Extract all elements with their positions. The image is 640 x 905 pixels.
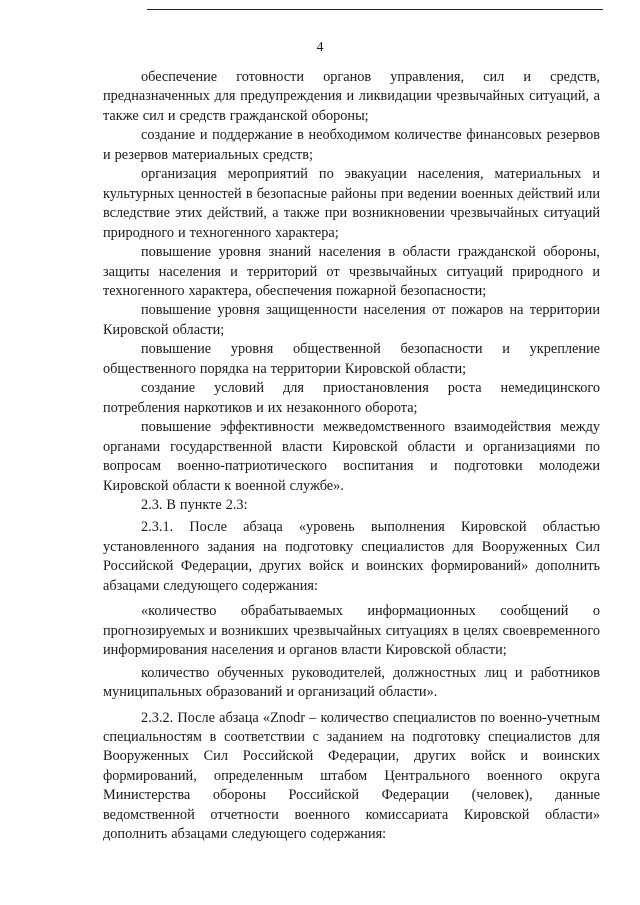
paragraph: обеспечение готовности органов управления, сил и средств, предназначенных для предупреждения и ликвидации чрезвычайных ситуаций, а также сил и средств гражданской обороны; [103,69,600,124]
paragraph: «количество обрабатываемых информационных сообщений о прогнозируемых и возникших чрезвычайных ситуациях в целях своевременного информирования населения и органов власти Кировской области; [103,603,600,659]
paragraph: создание условий для приостановления роста немедицинского потребления наркотиков и их незаконного оборота; [103,380,600,416]
paragraph: повышение уровня знаний населения в области гражданской обороны, защиты населения и территорий от чрезвычайных ситуаций природного и техногенного характера, обеспечения пожарной безопасности; [103,244,600,299]
section-heading: 2.3. В пункте 2.3: [141,496,248,513]
paragraph: повышение эффективности межведомственного взаимодействия между органами государственной власти Кировской области и организациями по вопросам военно-патриотического воспитания и подготовки молодежи Кировской области к военной службе». [103,419,600,494]
paragraph: 2.3.1. После абзаца «уровень выполнения Кировской областью установленного задания на подготовку специалистов для Вооруженных Сил Российской Федерации, других войск и воинских формирований» дополнить абзацами следующего содержания: [103,519,600,594]
paragraph: 2.3.2. После абзаца «Znodr – количество специалистов по военно-учетным специальностям в соответствии с заданием на подготовку специалистов для Вооруженных Сил Российской Федерации, других войск и воинских формирований, определенным штабом Центрального военного округа Министерства обороны Российской Федерации (человек), данные ведомственной отчетности военного комиссариата Кировской области» дополнить абзацами следующего содержания: [103,709,600,843]
top-rule [147,9,603,10]
document-body [103,68,600,845]
paragraph: количество обученных руководителей, должностных лиц и работников муниципальных образований и организаций области». [103,664,600,701]
paragraph: создание и поддержание в необходимом количестве финансовых резервов и резервов материальных средств; [103,127,600,163]
page-number: 4 [316,40,324,55]
paragraph: повышение уровня общественной безопасности и укрепление общественного порядка на территории Кировской области; [103,341,600,377]
paragraph: организация мероприятий по эвакуации населения, материальных и культурных ценностей в безопасные районы при ведении военных действий или вследствие этих действий, а также при возникновении чрезвычайных ситуаций природного и техногенного характера; [103,166,600,241]
paragraph: повышение уровня защищенности населения от пожаров на территории Кировской области; [103,302,600,338]
